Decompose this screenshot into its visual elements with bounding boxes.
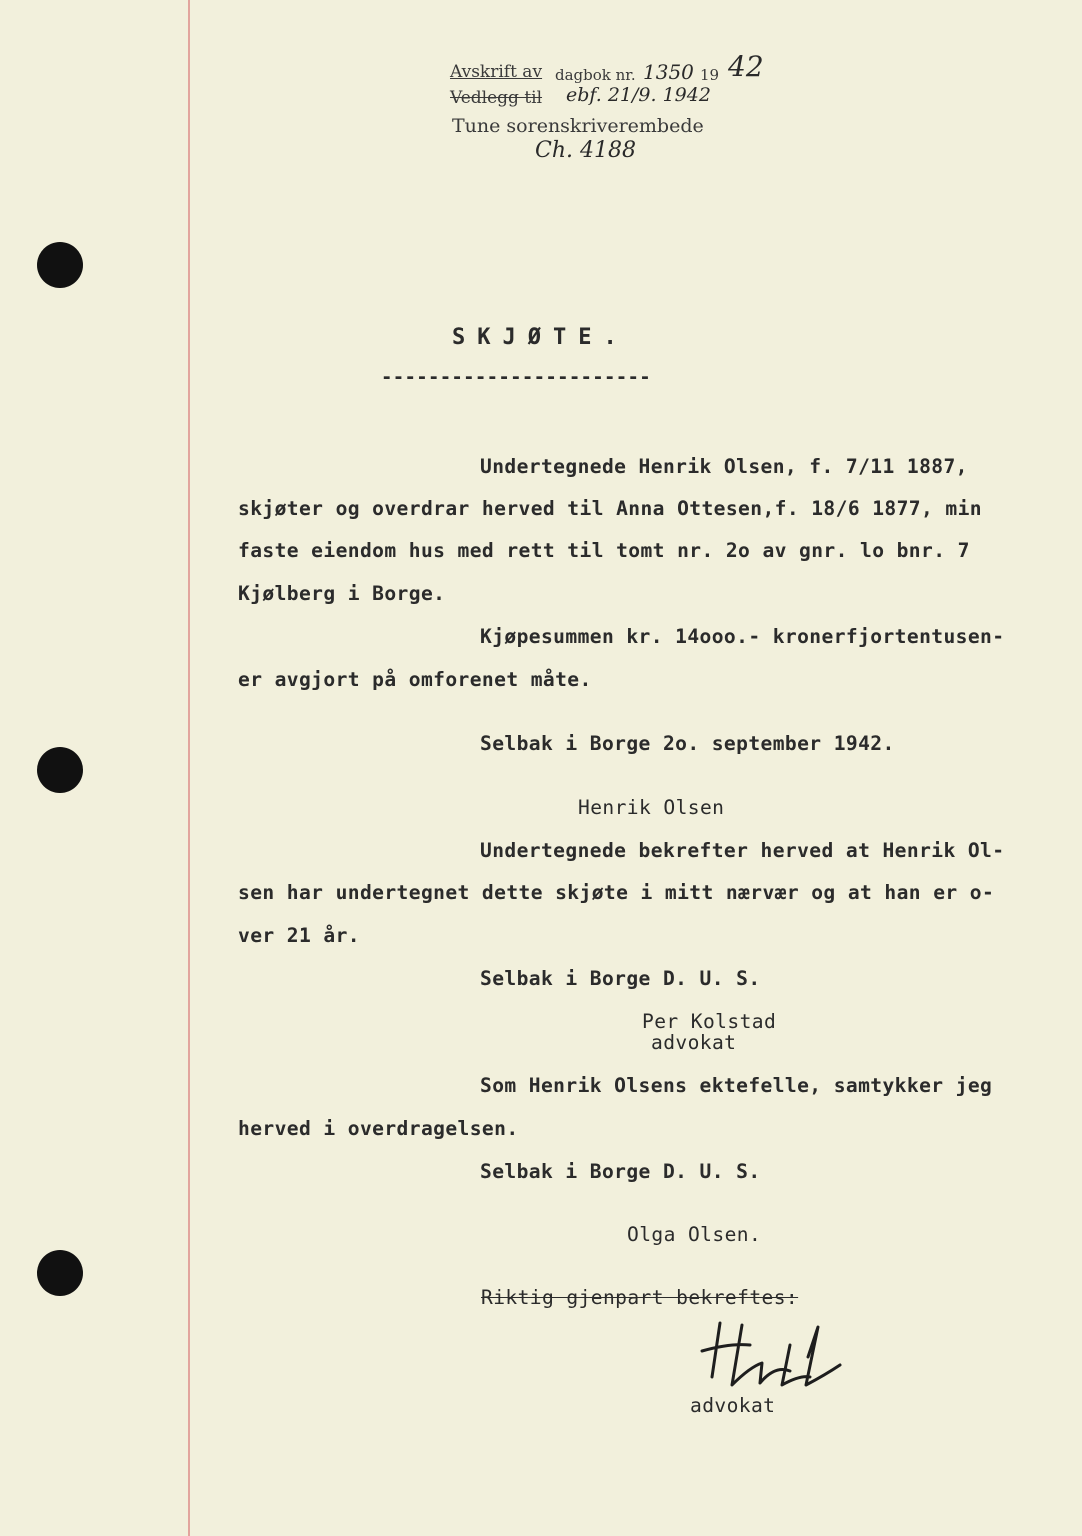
stamp-vedlegg: Vedlegg til [450,88,543,108]
signature-olga-olsen: Olga Olsen. [627,1223,762,1246]
witness-place: Selbak i Borge D. U. S. [480,967,761,990]
body-line-5: Kjøpesummen kr. 14ooo.- kronerfjortentusen- [480,625,1005,648]
stamp-dagbok: dagbok nr. [555,66,636,84]
witness-line-2: sen har undertegnet dette skjøte i mitt nærvær og at han er o- [238,881,995,904]
punch-hole-bottom [37,1250,83,1296]
witness-name: Per Kolstad [642,1010,777,1033]
stamp-number: 1350 [643,60,694,84]
witness-line-3: ver 21 år. [238,924,360,947]
title-rule: ----------------------- [381,366,651,388]
body-line-4: Kjølberg i Borge. [238,582,446,605]
punch-hole-middle [37,747,83,793]
place-date: Selbak i Borge 2o. september 1942. [480,732,895,755]
document-title: SKJØTE. [452,325,629,350]
consent-place: Selbak i Borge D. U. S. [480,1160,761,1183]
certification-line: Riktig gjenpart bekreftes: [481,1286,799,1309]
punch-hole-top [37,242,83,288]
consent-line-2: herved i overdragelsen. [238,1117,519,1140]
body-line-2: skjøter og overdrar herved til Anna Ottesen,f. 18/6 1877, min [238,497,982,520]
margin-rule [188,0,190,1536]
stamp-office: Tune sorenskriverembede [452,115,704,137]
stamp-year-prefix: 19 [700,66,720,84]
body-line-3: faste eiendom hus med rett til tomt nr. 2o av gnr. lo bnr. 7 [238,539,970,562]
body-line-6: er avgjort på omforenet måte. [238,668,592,691]
body-line-1: Undertegnede Henrik Olsen, f. 7/11 1887, [480,455,968,478]
witness-line-1: Undertegnede bekrefter herved at Henrik Ol- [480,839,1005,862]
stamp-date-note: ebf. 21/9. 1942 [566,84,711,106]
consent-line-1: Som Henrik Olsens ektefelle, samtykker jeg [480,1074,993,1097]
signature-title: advokat [690,1394,776,1417]
stamp-ref: Ch. 4188 [535,138,636,163]
stamp-avskrift: Avskrift av [450,62,543,82]
stamp-year-suffix: 42 [728,50,764,83]
witness-title: advokat [651,1031,737,1054]
signature-henrik-olsen: Henrik Olsen [578,796,725,819]
